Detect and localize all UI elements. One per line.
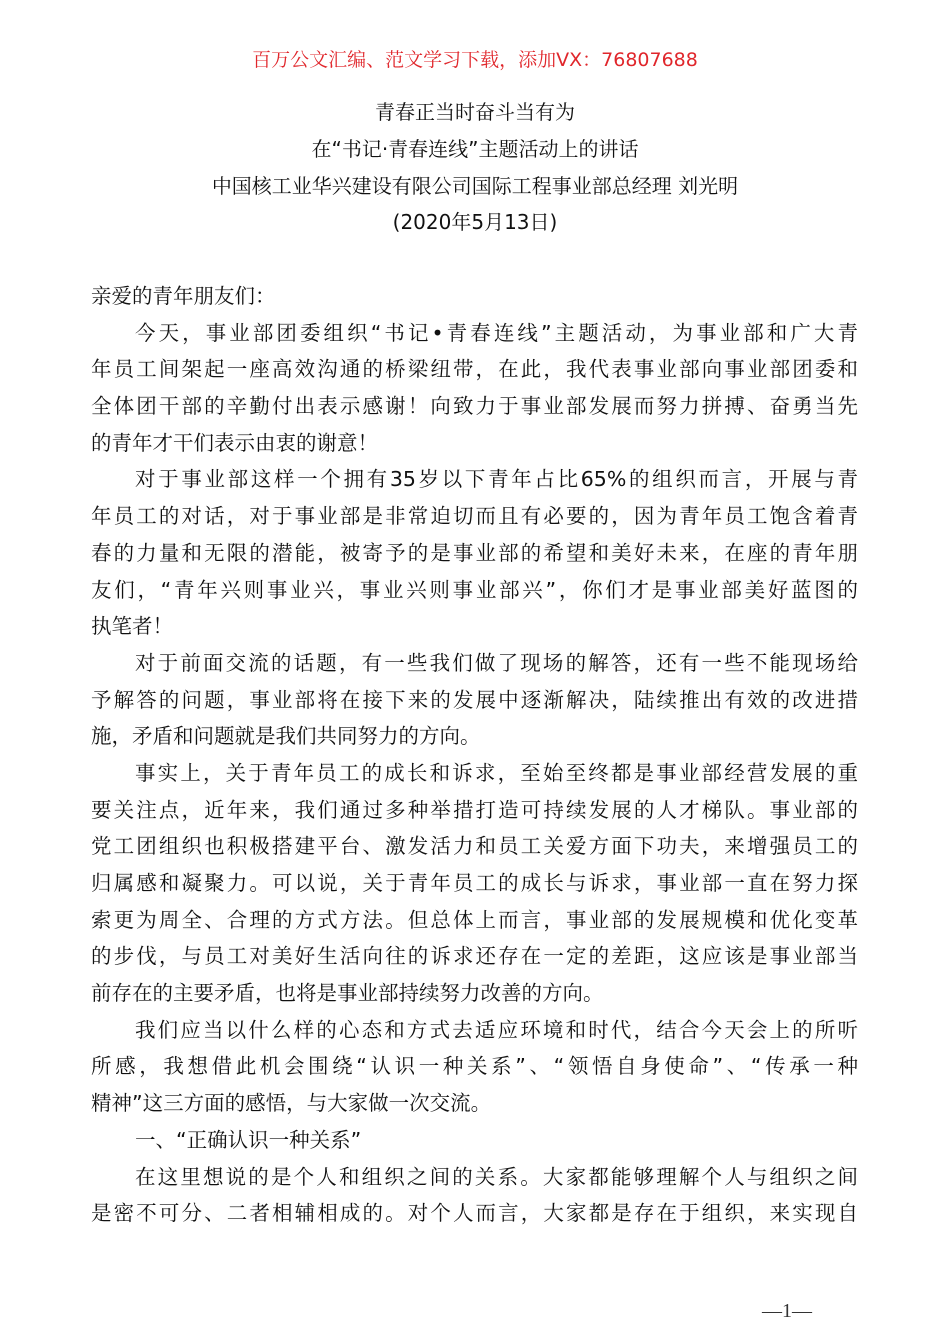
- text-line: 所感，我想借此机会围绕“认识一种关系”、“领悟自身使命”、“传承一种: [91, 1054, 858, 1079]
- page-number: —1—: [762, 1300, 812, 1322]
- subtitle: 在“书记·青春连线”主题活动上的讲话: [311, 136, 639, 161]
- text-line: 年员工的对话，对于事业部是非常迫切而且有必要的，因为青年员工饱含着青: [91, 504, 858, 529]
- text-line: 党工团组织也积极搭建平台、激发活力和员工关爱方面下功夫，来增强员工的: [91, 834, 858, 859]
- text-line: 春的力量和无限的潜能，被寄予的是事业部的希望和美好未来，在座的青年朋: [91, 540, 858, 565]
- document-title-block: [0, 94, 950, 241]
- document-body: [91, 278, 858, 1232]
- text-line: 前存在的主要矛盾，也将是事业部持续努力改善的方向。: [91, 981, 604, 1006]
- text-line: 予解答的问题，事业部将在接下来的发展中逐渐解决，陆续推出有效的改进措: [91, 687, 858, 712]
- watermark-banner: 百万公文汇编、范文学习下载，添加VX：76807688: [252, 49, 698, 71]
- text-line: 对于前面交流的话题，有一些我们做了现场的解答，还有一些不能现场给: [135, 650, 858, 675]
- text-line: 是密不可分、二者相辅相成的。对个人而言，大家都是存在于组织，来实现自: [91, 1201, 858, 1226]
- text-line: 施，矛盾和问题就是我们共同努力的方向。: [91, 724, 481, 749]
- text-line: 对于事业部这样一个拥有35岁以下青年占比65%的组织而言，开展与青: [135, 467, 858, 492]
- text-line: 精神”这三方面的感悟，与大家做一次交流。: [91, 1091, 492, 1116]
- text-line: 在这里想说的是个人和组织之间的关系。大家都能够理解个人与组织之间: [135, 1164, 858, 1189]
- text-line: 索更为周全、合理的方式方法。但总体上而言，事业部的发展规模和优化变革: [91, 907, 858, 932]
- text-line: 我们应当以什么样的心态和方式去适应环境和时代，结合今天会上的所听: [135, 1017, 858, 1042]
- text-line: 全体团干部的辛勤付出表示感谢！向致力于事业部发展而努力拼搏、奋勇当先: [91, 394, 858, 419]
- speaker-line: 中国核工业华兴建设有限公司国际工程事业部总经理 刘光明: [211, 173, 739, 198]
- text-line: 友们，“青年兴则事业兴，事业兴则事业部兴”，你们才是事业部美好蓝图的: [91, 577, 858, 602]
- text-line: 年员工间架起一座高效沟通的桥梁纽带，在此，我代表事业部向事业部团委和: [91, 357, 858, 382]
- text-line: 亲爱的青年朋友们：: [91, 284, 276, 308]
- text-line: 今天，事业部团委组织“书记•青春连线”主题活动，为事业部和广大青: [135, 320, 858, 345]
- main-title: 青春正当时奋斗当有为: [375, 100, 575, 124]
- text-line: 的步伐，与员工对美好生活向往的诉求还存在一定的差距，这应该是事业部当: [91, 944, 858, 969]
- text-line: 执笔者！: [91, 614, 173, 639]
- speech-date: (2020年5月13日): [392, 210, 558, 235]
- text-line: 归属感和凝聚力。可以说，关于青年员工的成长与诉求，事业部一直在努力探: [91, 871, 858, 895]
- text-line: 的青年才干们表示由衷的谢意！: [91, 430, 378, 455]
- text-line: 要关注点，近年来，我们通过多种举措打造可持续发展的人才梯队。事业部的: [91, 797, 858, 822]
- text-line: 事实上，关于青年员工的成长和诉求，至始至终都是事业部经营发展的重: [135, 760, 858, 785]
- text-line: 一、“正确认识一种关系”: [135, 1127, 362, 1152]
